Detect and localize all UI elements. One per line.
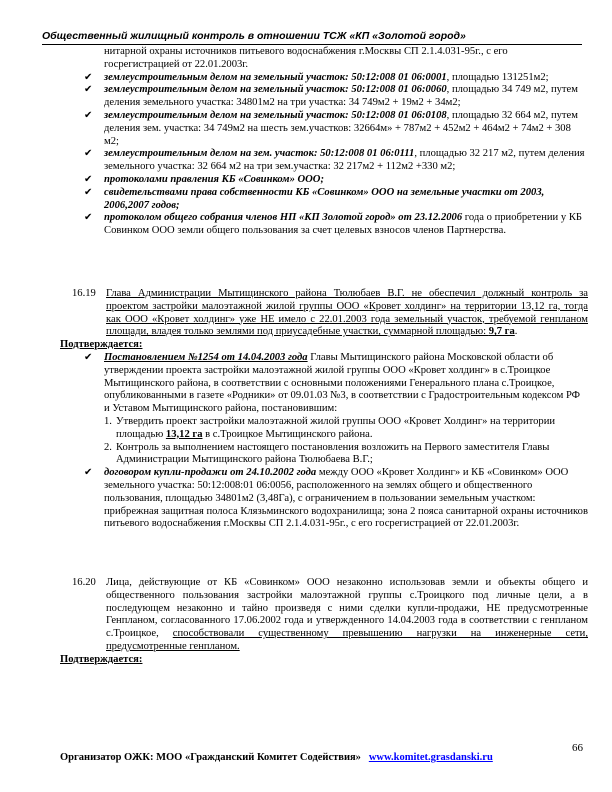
list-item: ✔ землеустроительным делом на зем. участок: 50:12:008 01 06:0111, площадью 32 217 м2, путем деления земельного участка: 32 664 м2 на три зем.участка: 32 217м2 + 112м2 +330 м2; — [84, 148, 585, 173]
checkmark-icon: ✔ — [84, 173, 93, 185]
list-item: ✔ протоколом общего собрания членов НП «КП Золотой город» от 23.12.2006 года о приобретении у КБ Совинком ООО земли общего пользования за счет целевых взносов членов Партнерства. — [84, 212, 582, 237]
checkmark-icon: ✔ — [84, 186, 93, 198]
checkmark-icon: ✔ — [84, 148, 93, 160]
confirms-heading: Подтверждается: — [60, 653, 143, 665]
checkmark-icon: ✔ — [84, 351, 93, 363]
checkmark-icon: ✔ — [84, 109, 93, 121]
page-footer — [60, 752, 580, 763]
list-item: ✔ землеустроительным делом на земельный участок: 50:12:008 01 06:0108, площадью 32 664 м2, путем деления зем. участка: 34 749м2 на шесть зем.участков: 32664м» + 787м2 + 452м2 + 464м2 + 74м2 + 308 м2; — [84, 109, 578, 147]
section-16-20: 16.20 Лица, действующие от КБ «Совинком» ООО незаконно использовав земли и объекты общего и общественного пользования застройки малоэтажной группы с.Троицкого под личные цели, а в последующем незаконно и тайно произведя с ними сделки купли-продажи, НЕ предусмотренные Генпланом, согласованного 17.06.2002 года и утвержденного 14.04.2003 года в соответствии с генпланом с.Троицкое, способствовали существенному превышению нагрузки на инженерные сети, предусмотренные генпланом. — [72, 577, 588, 653]
footer-org: Организатор ОЖК: МОО «Гражданский Комитет Содействия» — [60, 752, 361, 763]
page-header: Общественный жилищный контроль в отношении ТСЖ «КП «Золотой город» — [42, 30, 582, 45]
document-body — [60, 46, 588, 667]
section-number: 16.20 — [72, 577, 96, 589]
list-item: ✔ Постановлением №1254 от 14.04.2003 года Главы Мытищинского района Московской области об утверждении проекта застройки малоэтажной жилой группы ООО «Кровет холдинг» в с.Троицкое Мытищинского района, в соответствии с основными положениями Генерального плана с.Троицкое, опубликованными в газете «Родники» от 09.01.03 №3, в соответствии с Градостроительным кодексом РФ и Уставом Мытищинского района, постановившим: — [84, 351, 581, 415]
footer-link[interactable]: www.komitet.grasdanski.ru — [368, 752, 493, 763]
list-item: ✔ протоколами правления КБ «Совинком» ООО; — [84, 173, 324, 185]
list-item: ✔ землеустроительным делом на земельный участок: 50:12:008 01 06:0001, площадью 131251м2; — [84, 71, 549, 83]
section-number: 16.19 — [72, 287, 96, 299]
checkmark-icon: ✔ — [84, 84, 93, 96]
checkmark-icon: ✔ — [84, 212, 93, 224]
checkmark-icon: ✔ — [84, 71, 93, 83]
continuation-line: нитарной охраны источников питьевого водоснабжения г.Москвы СП 2.1.4.031-95г., с его — [104, 46, 508, 57]
numbered-item: 1. Утвердить проект застройки малоэтажной жилой группы ООО «Кровет Холдинг» на территории площадью 13,12 га в с.Троицкое Мытищинского района. — [104, 415, 556, 440]
numbered-item: 2. Контроль за выполнением настоящего постановления возложить на Первого заместителя Главы Администрации Мытищинского района Тюлюбаева В.Г.; — [104, 441, 550, 466]
section-16-19: 16.19 Глава Администрации Мытищинского района Тюлюбаев В.Г. не обеспечил должный контроль за проектом застройки малоэтажной жилой группы ООО «Кровет холдинг» на территории 13,12 га, тогда как ООО «Кровет холдинг» уже НЕ имело с 22.01.2003 года земельный участок, требуемой генпланом площади, владея только землями под приусадебные участки, суммарной площадью: 9,7 га. — [72, 287, 588, 338]
confirms-heading: Подтверждается: — [60, 339, 143, 351]
list-item: ✔ землеустроительным делом на земельный участок: 50:12:008 01 06:0060, площадью 34 749 м2, путем деления земельного участка: 34801м2 на три участка: 34 749м2 + 19м2 + 34м2; — [84, 84, 578, 109]
page-number: 66 — [572, 742, 583, 754]
list-item: ✔ договором купли-продажи от 24.10.2002 года между ООО «Кровет Холдинг» и КБ «Совинком» ООО земельного участка: 50:12:008:01 06:0056, расположенного на землях общего и общественного пользования, площадью 34801м2 (3,48Га), с ограничением в пользовании земельным участком: прибрежная защитная полоса Клязьминского водохранилища; зона 2 пояса санитарной охраны источников питьевого водоснабжения г.Москвы СП 2.1.4.031-95г., с его госрегистрацией от 22.01.2003г. — [84, 467, 588, 530]
continuation-line: госрегистрацией от 22.01.2003г. — [104, 58, 249, 70]
continuation-text — [76, 46, 588, 72]
section-text: Глава Администрации Мытищинского района Тюлюбаев В.Г. не обеспечил должный контроль за проектом застройки малоэтажной жилой группы ООО «Кровет холдинг» на территории 13,12 га, тогда как ООО «Кровет холдинг» уже НЕ имело с 22.01.2003 года земельный участок, требуемой генпланом площади, владея только землями под приусадебные участки, суммарной площадью: 9,7 га — [106, 287, 588, 338]
list-item: ✔ свидетельствами права собственности КБ «Совинком» ООО на земельные участки от 2003, 2006,2007 годов; — [84, 186, 545, 211]
checkmark-icon: ✔ — [84, 467, 93, 479]
